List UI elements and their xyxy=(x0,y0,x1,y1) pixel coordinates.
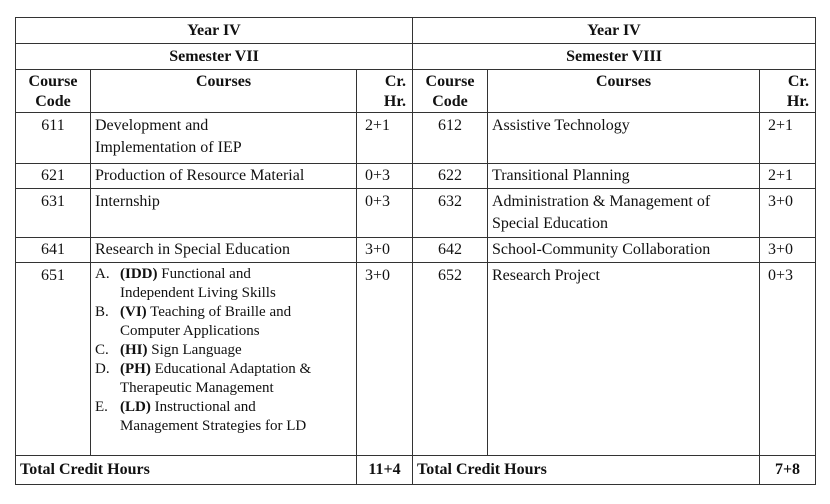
option-text: Instructional and xyxy=(150,399,256,415)
option-letter: E. xyxy=(95,399,108,415)
credit-hours: 0+3 xyxy=(357,164,413,189)
cr-header-line2: Hr. xyxy=(786,93,809,110)
course-code: 642 xyxy=(413,238,488,263)
total-row xyxy=(16,456,816,485)
right-code-header xyxy=(413,70,488,113)
option-text: Educational Adaptation & xyxy=(150,361,312,377)
cr-header-line1: Cr. xyxy=(787,73,809,90)
right-total-value: 7+8 xyxy=(760,456,816,485)
option-text: Independent Living Skills xyxy=(120,285,276,301)
right-cr-header xyxy=(760,70,816,113)
course-code: 621 xyxy=(16,164,91,189)
course-name: School-Community Collaboration xyxy=(488,238,760,263)
code-header-line2: Code xyxy=(35,93,71,110)
course-name-line: Special Education xyxy=(492,215,608,232)
credit-hours: 2+1 xyxy=(760,164,816,189)
left-courses-header: Courses xyxy=(91,70,357,113)
course-name: Transitional Planning xyxy=(488,164,760,189)
option-tag: (PH) xyxy=(120,361,151,377)
option-text: Sign Language xyxy=(147,342,242,358)
course-name: Research Project xyxy=(488,263,760,456)
credit-hours: 3+0 xyxy=(760,238,816,263)
elective-options xyxy=(91,263,357,456)
course-table xyxy=(15,17,816,485)
elective-list xyxy=(95,265,352,436)
course-name xyxy=(488,189,760,238)
course-code: 612 xyxy=(413,113,488,164)
option-tag: (LD) xyxy=(120,399,151,415)
table-row xyxy=(16,164,816,189)
course-code: 611 xyxy=(16,113,91,164)
course-code: 641 xyxy=(16,238,91,263)
course-name: Internship xyxy=(91,189,357,238)
option-text: Computer Applications xyxy=(120,323,260,339)
course-code: 651 xyxy=(16,263,91,456)
list-item xyxy=(95,303,352,341)
option-text: Therapeutic Management xyxy=(120,380,274,396)
code-header-line2: Code xyxy=(432,93,468,110)
cr-header-line1: Cr. xyxy=(384,73,406,90)
credit-hours: 2+1 xyxy=(760,113,816,164)
year-row xyxy=(16,18,816,44)
column-header-row xyxy=(16,70,816,113)
list-item xyxy=(95,398,352,436)
right-semester-header: Semester VIII xyxy=(413,44,816,70)
option-text: Teaching of Braille and xyxy=(146,304,292,320)
table-row xyxy=(16,263,816,456)
code-header-line1: Course xyxy=(28,73,78,90)
table-row xyxy=(16,189,816,238)
option-tag: (HI) xyxy=(120,342,148,358)
table-row xyxy=(16,113,816,164)
option-letter: C. xyxy=(95,342,109,358)
semester-row xyxy=(16,44,816,70)
left-code-header xyxy=(16,70,91,113)
credit-hours: 3+0 xyxy=(760,189,816,238)
credit-hours: 3+0 xyxy=(357,263,413,456)
option-text: Management Strategies for LD xyxy=(120,418,307,434)
option-tag: (IDD) xyxy=(120,266,158,282)
course-name: Research in Special Education xyxy=(91,238,357,263)
course-name xyxy=(91,113,357,164)
option-letter: B. xyxy=(95,304,109,320)
course-code: 631 xyxy=(16,189,91,238)
course-name-line: Implementation of IEP xyxy=(95,139,242,156)
course-name: Production of Resource Material xyxy=(91,164,357,189)
credit-hours: 2+1 xyxy=(357,113,413,164)
credit-hours: 0+3 xyxy=(357,189,413,238)
list-item xyxy=(95,341,352,360)
course-name-line: Development and xyxy=(95,117,209,134)
cr-header-line2: Hr. xyxy=(383,93,406,110)
credit-hours: 0+3 xyxy=(760,263,816,456)
right-total-label: Total Credit Hours xyxy=(413,456,760,485)
left-year-header: Year IV xyxy=(16,18,413,44)
right-year-header: Year IV xyxy=(413,18,816,44)
course-code: 622 xyxy=(413,164,488,189)
list-item xyxy=(95,265,352,303)
left-cr-header xyxy=(357,70,413,113)
course-name-line: Administration & Management of xyxy=(492,193,711,210)
left-total-value: 11+4 xyxy=(357,456,413,485)
list-item xyxy=(95,360,352,398)
course-name: Assistive Technology xyxy=(488,113,760,164)
table-row xyxy=(16,238,816,263)
option-text: Functional and xyxy=(157,266,251,282)
left-total-label: Total Credit Hours xyxy=(16,456,357,485)
right-courses-header: Courses xyxy=(488,70,760,113)
option-letter: D. xyxy=(95,361,110,377)
option-tag: (VI) xyxy=(120,304,147,320)
credit-hours: 3+0 xyxy=(357,238,413,263)
course-code: 632 xyxy=(413,189,488,238)
option-letter: A. xyxy=(95,266,110,282)
course-code: 652 xyxy=(413,263,488,456)
code-header-line1: Course xyxy=(425,73,475,90)
left-semester-header: Semester VII xyxy=(16,44,413,70)
